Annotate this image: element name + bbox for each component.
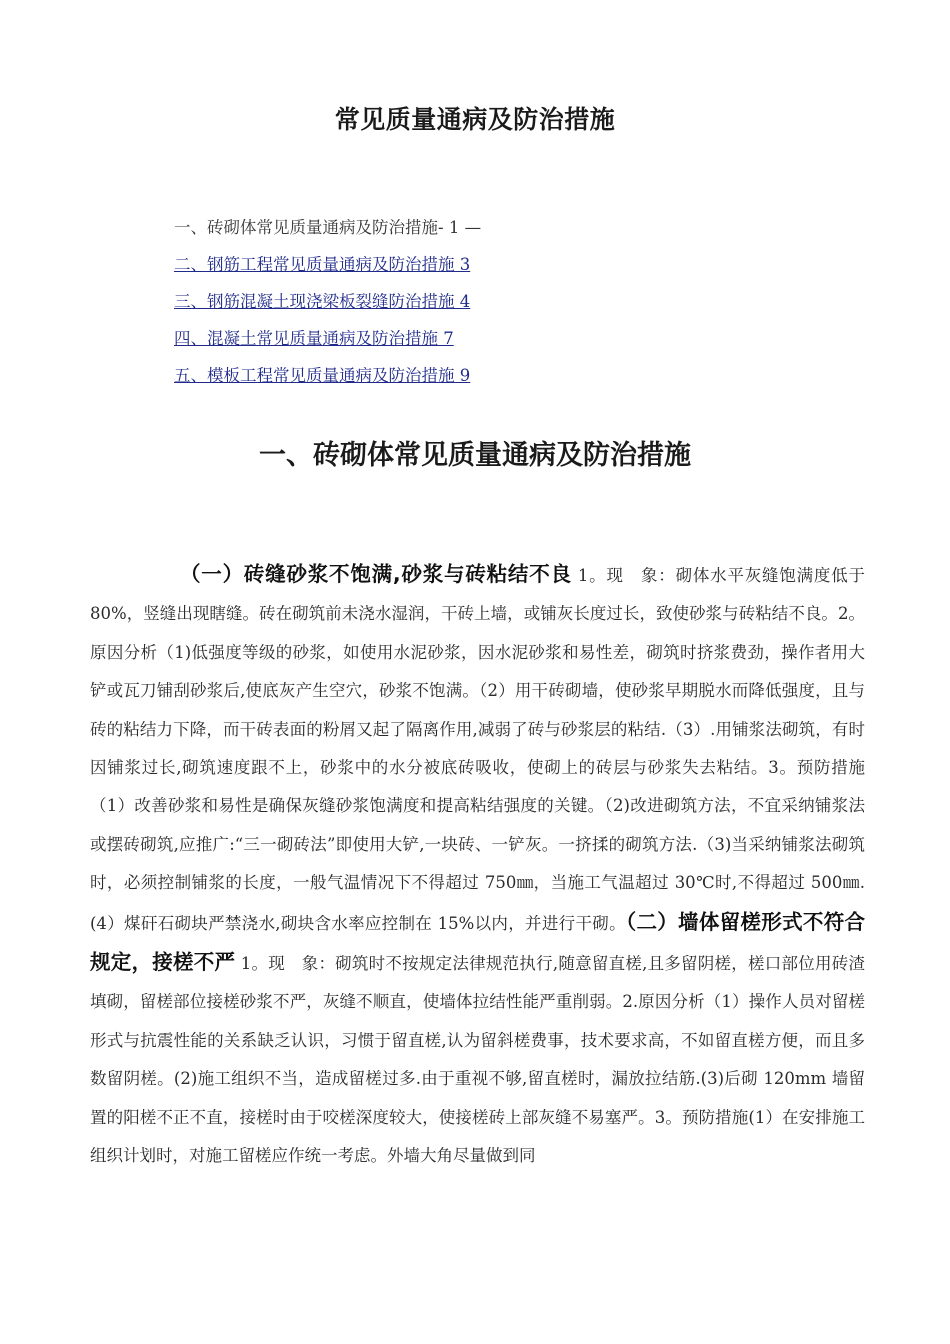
toc-link-4[interactable]: 四、混凝土常见质量通病及防治措施 7	[174, 329, 454, 348]
toc-item-1: 一、砖砌体常见质量通病及防治措施- 1 —	[174, 218, 482, 237]
table-of-contents	[174, 214, 734, 399]
toc-link-2[interactable]: 二、钢筋工程常见质量通病及防治措施 3	[174, 255, 471, 274]
toc-link-3[interactable]: 三、钢筋混凝土现浇梁板裂缝防治措施 4	[174, 292, 471, 311]
subsection-text-2: 1。现 象：砌筑时不按规定法律规范执行,随意留直槎,且多留阴槎，槎口部位用砖渣填砌，留槎部位接槎砂浆不严，灰缝不顺直，使墙体拉结性能严重削弱。2.原因分析（1）操作人员对留槎形式与抗震性能的关系缺乏认识，习惯于留直槎,认为留斜槎费事，技术要求高，不如留直槎方便，而且多数留阴槎。(2)施工组织不当，造成留槎过多.由于重视不够,留直槎时，漏放拉结筋.(3)后砌 120mm 墙留置的阳槎不正不直，接槎时由于咬槎深度较大，使接槎砖上部灰缝不易塞严。3。预防措施(1）在安排施工组织计划时，对施工留槎应作统一考虑。外墙大角尽量做到同	[90, 954, 865, 1166]
toc-link-5[interactable]: 五、模板工程常见质量通病及防治措施 9	[174, 366, 471, 385]
subsection-heading-1: （一）砖缝砂浆不饱满,砂浆与砖粘结不良	[180, 562, 572, 586]
section-heading: 一、砖砌体常见质量通病及防治措施	[259, 440, 691, 471]
subsection-heading-2: （二）墙体留槎形式不符合规定，接槎不严	[90, 909, 866, 975]
document-title: 常见质量通病及防治措施	[334, 105, 616, 134]
subsection-text-1: 1。现 象：砌体水平灰缝饱满度低于 80%，竖缝出现瞎缝。砖在砌筑前未浇水湿润，干砖上墙，或铺灰长度过长，致使砂浆与砖粘结不良。2。原因分析（1)低强度等级的砂浆，如使用水泥砂浆，因水泥砂浆和易性差，砌筑时挤浆费劲，操作者用大铲或瓦刀铺刮砂浆后,使底灰产生空穴，砂浆不饱满。（2）用干砖砌墙，使砂浆早期脱水而降低强度，且与砖的粘结力下降，而干砖表面的粉屑又起了隔离作用,减弱了砖与砂浆层的粘结.（3）.用铺浆法砌筑，有时因铺浆过长,砌筑速度跟不上，砂浆中的水分被底砖吸收，使砌上的砖层与砂浆失去粘结。3。预防措施（1）改善砂浆和易性是确保灰缝砂浆饱满度和提高粘结强度的关键。（2)改进砌筑方法，不宜采纳铺浆法或摆砖砌筑,应推广:“三一砌砖法”即使用大铲,一块砖、一铲灰。一挤揉的砌筑方法.（3)当采纳铺浆法砌筑时，必须控制铺浆的长度，一般气温情况下不得超过 750㎜，当施工气温超过 30℃时,不得超过 500㎜.(4）煤矸石砌块严禁浇水,砌块含水率应控制在 15%以内，并进行干砌。	[90, 566, 866, 933]
body-paragraph	[90, 555, 865, 1176]
